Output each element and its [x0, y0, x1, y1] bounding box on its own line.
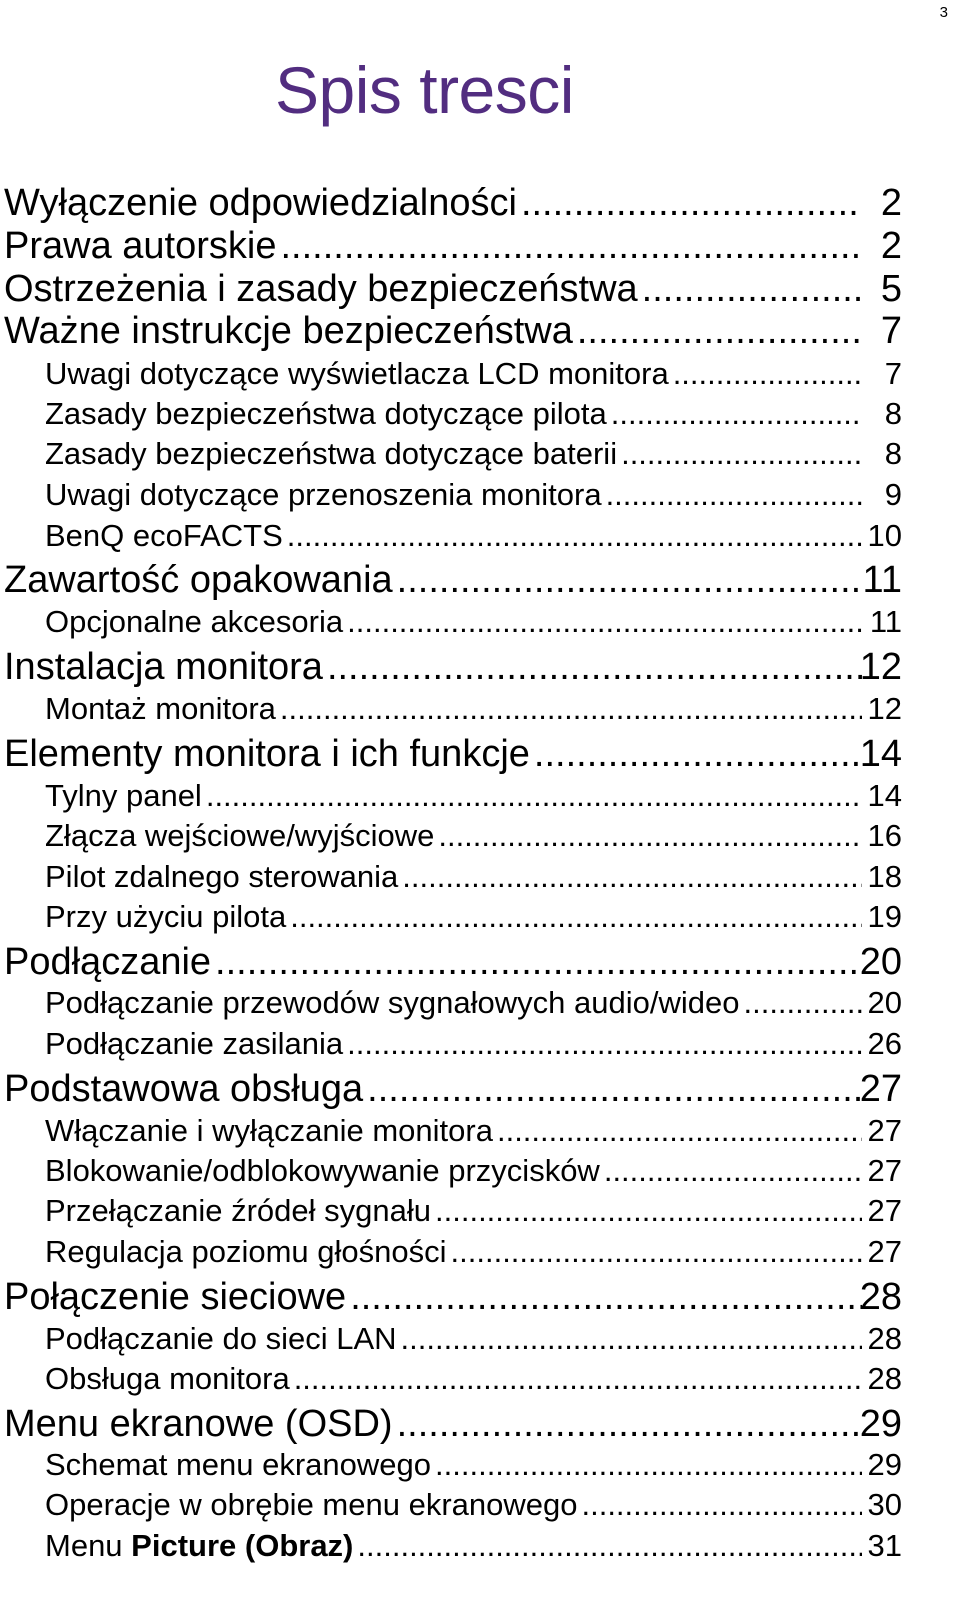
toc-leader-dots [347, 1024, 862, 1064]
toc-leader-dots [581, 1485, 862, 1525]
toc-entry-page: 20 [867, 985, 902, 1020]
toc-entry-label: Podłączanie do sieci LAN [45, 1321, 397, 1356]
toc-entry-page: 20 [859, 941, 902, 983]
toc-leader-dots [534, 732, 862, 776]
toc-leader-dots [743, 983, 862, 1023]
toc-entry-label: Zasady bezpieczeństwa dotyczące baterii [45, 436, 618, 471]
toc-entry[interactable] [45, 516, 862, 556]
toc-entry[interactable] [45, 897, 862, 937]
toc-entry-label: Opcjonalne akcesoria [45, 604, 344, 639]
toc-entry[interactable] [45, 689, 862, 729]
toc-entry-page: 14 [867, 778, 902, 813]
toc-leader-dots [347, 602, 862, 642]
toc-entry-label: Schemat menu ekranowego [45, 1447, 432, 1482]
toc-entry-label: Podstawowa obsługa [4, 1068, 364, 1110]
toc-leader-dots [357, 1526, 862, 1566]
toc-entry[interactable] [4, 224, 862, 268]
toc-entry-page: 19 [867, 899, 902, 934]
toc-entry-label: Podłączanie zasilania [45, 1026, 344, 1061]
toc-entry-label: Operacje w obrębie menu ekranowego [45, 1487, 578, 1522]
toc-entry[interactable] [45, 1111, 862, 1151]
toc-entry-label: Montaż monitora [45, 691, 276, 726]
toc-leader-dots [606, 475, 862, 515]
toc-entry-page: 27 [867, 1193, 902, 1228]
toc-entry-page: 7 [880, 310, 902, 352]
toc-entry[interactable] [4, 940, 862, 984]
toc-entry-label: Menu ekranowe (OSD) [4, 1403, 393, 1445]
toc-entry[interactable] [4, 732, 862, 776]
toc-entry-label: Obsługa monitora [45, 1361, 290, 1396]
toc-entry-page: 27 [867, 1113, 902, 1148]
toc-entry[interactable] [45, 434, 862, 474]
toc-leader-dots [397, 1402, 862, 1446]
toc-entry-label: Zasady bezpieczeństwa dotyczące pilota [45, 396, 607, 431]
toc-entry-page: 9 [884, 477, 902, 512]
toc-leader-dots [367, 1067, 862, 1111]
toc-entry-page: 12 [859, 646, 902, 688]
toc-entry-label: Połączenie sieciowe [4, 1276, 347, 1318]
toc-entry-label: Ważne instrukcje bezpieczeństwa [4, 310, 573, 352]
toc-entry-label: Instalacja monitora [4, 646, 323, 688]
toc-leader-dots [280, 689, 862, 729]
page-number: 3 [939, 4, 948, 21]
toc-entry-page: 28 [867, 1321, 902, 1356]
toc-leader-dots [294, 1359, 862, 1399]
toc-entry-page: 29 [859, 1403, 902, 1445]
toc-entry-label: Prawa autorskie [4, 225, 277, 267]
toc-leader-dots [206, 776, 862, 816]
toc-leader-dots [397, 558, 862, 602]
toc-entry-page: 5 [880, 268, 902, 310]
toc-entry[interactable] [45, 1319, 862, 1359]
toc-entry[interactable] [4, 181, 862, 225]
toc-entry-page: 2 [880, 182, 902, 224]
toc-entry[interactable] [45, 1232, 862, 1272]
toc-leader-dots [451, 1232, 862, 1272]
toc-entry-label: Złącza wejściowe/wyjściowe [45, 818, 435, 853]
toc-entry-page: 11 [869, 604, 902, 639]
toc-entry-label: Uwagi dotyczące wyświetlacza LCD monitora [45, 356, 669, 391]
toc-entry-label-bold: Picture (Obraz) [131, 1528, 354, 1563]
toc-entry[interactable] [45, 1359, 862, 1399]
toc-entry[interactable] [45, 1485, 862, 1525]
toc-entry[interactable] [45, 816, 862, 856]
toc-entry-label: Elementy monitora i ich funkcje [4, 733, 530, 775]
toc-entry[interactable] [45, 776, 862, 816]
toc-leader-dots [673, 354, 862, 394]
toc-entry-label: Tylny panel [45, 778, 202, 813]
toc-entry[interactable] [45, 857, 862, 897]
toc-entry-page: 30 [867, 1487, 902, 1522]
toc-entry-page: 2 [880, 225, 902, 267]
toc-leader-dots [497, 1111, 862, 1151]
toc-leader-dots [521, 181, 862, 225]
toc-entry[interactable] [45, 1024, 862, 1064]
toc-entry[interactable] [45, 983, 862, 1023]
toc-entry-label: Przełączanie źródeł sygnału [45, 1193, 431, 1228]
toc-entry-label: BenQ ecoFACTS [45, 518, 283, 553]
toc-entry-page: 10 [867, 518, 902, 553]
toc-entry-page: 27 [867, 1234, 902, 1269]
toc-entry[interactable] [45, 475, 862, 515]
toc-leader-dots [435, 1191, 862, 1231]
toc-entry-label: Ostrzeżenia i zasady bezpieczeństwa [4, 268, 638, 310]
toc-entry-label: Podłączanie [4, 941, 212, 983]
page-title: Spis tresci [275, 53, 574, 127]
toc-leader-dots [280, 224, 862, 268]
toc-entry-label: Pilot zdalnego sterowania [45, 859, 399, 894]
toc-entry-page: 18 [867, 859, 902, 894]
toc-entry[interactable] [45, 1191, 862, 1231]
toc-leader-dots [401, 1319, 862, 1359]
toc-entry-label: Regulacja poziomu głośności [45, 1234, 447, 1269]
toc-entry[interactable] [45, 354, 862, 394]
toc-entry-page: 28 [859, 1276, 902, 1318]
toc-leader-dots [215, 940, 862, 984]
toc-leader-dots [438, 816, 862, 856]
toc-entry-page: 26 [867, 1026, 902, 1061]
toc-entry-page: 7 [884, 356, 902, 391]
toc-leader-dots [577, 309, 862, 353]
toc-entry-page: 29 [867, 1447, 902, 1482]
toc-leader-dots [327, 645, 862, 689]
toc-entry-label: Uwagi dotyczące przenoszenia monitora [45, 477, 602, 512]
toc-entry-page: 27 [867, 1153, 902, 1188]
toc-entry[interactable] [4, 309, 862, 353]
toc-entry-page: 14 [859, 733, 902, 775]
toc-entry-page: 27 [859, 1068, 902, 1110]
toc-entry[interactable] [4, 267, 862, 311]
toc-leader-dots [604, 1151, 862, 1191]
toc-leader-dots [435, 1445, 862, 1485]
toc-entry[interactable] [45, 394, 862, 434]
toc-entry-label: Blokowanie/odblokowywanie przycisków [45, 1153, 600, 1188]
toc-entry-label: Przy użyciu pilota [45, 899, 287, 934]
toc-entry-label: Menu Picture (Obraz) [45, 1528, 354, 1563]
toc-entry-page: 16 [867, 818, 902, 853]
toc-entry-page: 28 [867, 1361, 902, 1396]
toc-entry[interactable] [4, 558, 862, 602]
toc-entry[interactable] [45, 602, 862, 642]
toc-leader-dots [402, 857, 862, 897]
toc-entry-label: Zawartość opakowania [4, 559, 393, 601]
toc-entry[interactable] [45, 1526, 862, 1566]
toc-entry[interactable] [45, 1151, 862, 1191]
toc-entry-page: 11 [862, 559, 902, 601]
toc-entry[interactable] [4, 1275, 862, 1319]
toc-entry-label: Włączanie i wyłączanie monitora [45, 1113, 493, 1148]
toc-entry-label: Podłączanie przewodów sygnałowych audio/wideo [45, 985, 740, 1020]
toc-leader-dots [621, 434, 862, 474]
toc-leader-dots [611, 394, 862, 434]
toc-leader-dots [290, 897, 862, 937]
toc-entry-page: 12 [867, 691, 902, 726]
toc-entry[interactable] [45, 1445, 862, 1485]
toc-entry[interactable] [4, 645, 862, 689]
toc-entry[interactable] [4, 1067, 862, 1111]
toc-entry-page: 8 [884, 396, 902, 431]
toc-entry-page: 31 [867, 1528, 902, 1563]
toc-leader-dots [287, 516, 862, 556]
toc-entry[interactable] [4, 1402, 862, 1446]
toc-entry-label: Wyłączenie odpowiedzialności [4, 182, 517, 224]
toc-leader-dots [350, 1275, 862, 1319]
toc-entry-page: 8 [884, 436, 902, 471]
toc-leader-dots [642, 267, 862, 311]
